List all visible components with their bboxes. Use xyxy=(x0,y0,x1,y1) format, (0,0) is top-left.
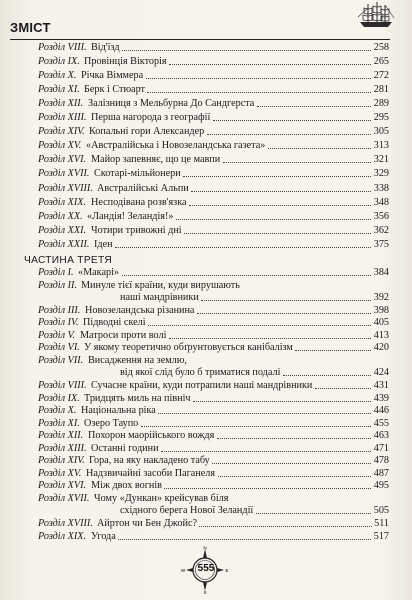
page-ref: 495 xyxy=(373,480,389,492)
page-ref: 405 xyxy=(373,317,389,329)
toc-row xyxy=(38,55,389,69)
chapter-label: Розділ VI. xyxy=(38,342,80,354)
dot-leader xyxy=(223,162,371,163)
chapter-label: Розділ XIII. xyxy=(38,442,87,454)
chapter-label: Розділ XX. xyxy=(38,210,83,222)
compass-e: E xyxy=(225,568,229,573)
chapter-title: східного берега Нової Зеландії xyxy=(120,505,254,517)
chapter-title: Від'їзд xyxy=(91,42,120,53)
compass-s: S xyxy=(203,590,207,594)
dot-leader xyxy=(122,50,371,51)
chapter-label: Розділ XVI. xyxy=(38,154,87,166)
chapter-title: Між двох вогнів xyxy=(91,480,162,492)
chapter-title: Останні години xyxy=(91,442,159,454)
dot-leader xyxy=(146,78,371,79)
chapter-title: Угода xyxy=(91,530,116,542)
dot-leader xyxy=(115,247,371,248)
chapter-label: Розділ XIV. xyxy=(38,455,85,467)
page-ref: 338 xyxy=(373,182,389,194)
chapter-title: Перша нагорода з географії xyxy=(91,112,211,124)
chapter-title: Чому «Дункан» крейсував біля xyxy=(94,492,229,504)
dot-leader xyxy=(169,64,371,65)
chapter-title: наші мандрівники xyxy=(120,292,199,304)
page-ref: 511 xyxy=(374,518,389,529)
page-ref: 446 xyxy=(373,405,389,417)
chapter-label: Розділ XII. xyxy=(38,430,84,442)
chapter-label: Розділ II. xyxy=(38,279,77,291)
toc-row xyxy=(38,210,389,224)
toc-row xyxy=(38,41,389,55)
page-ref: 384 xyxy=(373,267,389,278)
page-ref: 362 xyxy=(373,224,389,236)
chapter-title: У якому теоретично обґрунтовується канібалізм xyxy=(84,342,293,354)
chapter-label: Розділ VIII. xyxy=(38,379,87,391)
dot-leader xyxy=(164,488,371,489)
dot-leader xyxy=(118,539,371,540)
chapter-title: Річка Віммера xyxy=(81,70,144,82)
chapter-label: Розділ IX. xyxy=(38,56,80,68)
page-ref: 487 xyxy=(373,467,389,479)
toc-row xyxy=(38,83,389,97)
toc-row xyxy=(38,69,389,83)
dot-leader xyxy=(201,300,371,301)
chapter-label: Розділ XVII. xyxy=(38,168,90,180)
chapter-title: «Ландія! Зеландія!» xyxy=(87,210,174,222)
dot-leader xyxy=(207,134,371,135)
chapter-label: Розділ XIV. xyxy=(38,126,85,138)
compass-w: W xyxy=(181,568,186,573)
chapter-label: Розділ XII. xyxy=(38,98,84,110)
dot-leader xyxy=(161,451,371,452)
dot-leader xyxy=(191,191,371,192)
chapter-title: Висадження на землю, xyxy=(88,354,187,366)
chapter-label: Розділ XXI. xyxy=(38,224,87,236)
page-ref: 392 xyxy=(373,292,389,304)
toc-row xyxy=(38,139,389,153)
chapter-title: Тридцять миль на північ xyxy=(84,392,191,404)
chapter-label: Розділ IV. xyxy=(38,317,79,329)
dot-leader xyxy=(189,205,371,206)
dot-leader xyxy=(315,388,371,389)
dot-leader xyxy=(218,476,371,477)
page-ref: 439 xyxy=(373,392,389,404)
dot-leader xyxy=(183,176,371,177)
page-ref: 505 xyxy=(373,505,389,517)
page-ref: 329 xyxy=(373,168,389,180)
dot-leader xyxy=(212,463,371,464)
page-ref: 471 xyxy=(373,442,389,454)
chapter-label: Розділ III. xyxy=(38,304,81,316)
dot-leader xyxy=(148,325,371,326)
chapter-label: Розділ XXII. xyxy=(38,238,90,250)
page-ref: 424 xyxy=(373,367,389,379)
chapter-title: Іден xyxy=(94,238,113,250)
chapter-title: Чотири тривожні дні xyxy=(91,224,182,236)
page-ref: 431 xyxy=(373,379,389,391)
page-ref: 517 xyxy=(373,530,389,542)
chapter-title: Залізниця з Мельбурна До Сандгерста xyxy=(88,98,255,110)
compass-n: N xyxy=(203,546,207,551)
chapter-label: Розділ XIII. xyxy=(38,112,87,124)
chapter-label: Розділ XI. xyxy=(38,417,80,429)
chapter-label: Розділ XVIII. xyxy=(38,518,93,529)
chapter-title: Минуле тієї країни, куди вирушають xyxy=(81,279,240,291)
dot-leader xyxy=(169,338,371,339)
dot-leader xyxy=(197,313,371,314)
page-ref: 295 xyxy=(373,112,389,124)
toc-row xyxy=(38,224,389,238)
ship-icon xyxy=(356,0,396,30)
chapter-label: Розділ XV. xyxy=(38,467,82,479)
chapter-label: Розділ XI. xyxy=(38,84,80,96)
page-ref: 313 xyxy=(373,140,389,152)
toc-row xyxy=(38,125,389,139)
page-ref: 356 xyxy=(373,210,389,222)
toc-row xyxy=(38,182,389,196)
page-ref: 375 xyxy=(373,238,389,250)
chapter-title: Національна ріка xyxy=(81,405,156,417)
dot-leader xyxy=(141,426,371,427)
chapter-title: Несподівана розв'язка xyxy=(91,196,187,208)
page-ref: 420 xyxy=(373,342,389,354)
dot-leader xyxy=(295,350,371,351)
page-ref: 258 xyxy=(373,42,389,53)
page-ref: 463 xyxy=(373,430,389,442)
toc-row xyxy=(38,167,389,181)
chapter-title: Озеро Таупо xyxy=(84,417,139,429)
toc-row xyxy=(38,238,389,252)
dot-leader xyxy=(213,120,371,121)
chapter-label: Розділ VII. xyxy=(38,354,84,366)
page-ref: 398 xyxy=(373,304,389,316)
chapter-title: Новозеландська різанина xyxy=(85,304,195,316)
page-ref: 321 xyxy=(373,154,389,166)
chapter-title: Похорон маорійського вождя xyxy=(88,430,215,442)
chapter-label: Розділ VIII. xyxy=(38,42,87,53)
chapter-label: Розділ XVIII. xyxy=(38,182,93,194)
toc-row xyxy=(38,97,389,111)
dot-leader xyxy=(122,275,371,276)
dot-leader xyxy=(217,438,371,439)
chapter-label: Розділ XVI. xyxy=(38,480,87,492)
chapter-label: Розділ X. xyxy=(38,70,77,82)
chapter-title: Австралійські Альпи xyxy=(97,182,189,194)
chapter-label: Розділ V. xyxy=(38,329,76,341)
dot-leader xyxy=(176,219,371,220)
toc-row xyxy=(38,111,389,125)
page-title: ЗМІСТ xyxy=(10,20,51,35)
dot-leader xyxy=(193,401,371,402)
chapter-title: Айртон чи Бен Джойс? xyxy=(97,518,197,529)
chapter-title: «Австралійська і Новозеландська газета» xyxy=(86,140,266,152)
chapter-title: від якої слід було б триматися подалі xyxy=(120,367,281,379)
dot-leader xyxy=(158,413,371,414)
dot-leader xyxy=(256,513,371,514)
chapter-label: Розділ I. xyxy=(38,267,74,278)
chapter-label: Розділ X. xyxy=(38,405,77,417)
chapter-title: Надзвичайні засоби Паганеля xyxy=(86,467,216,479)
page-ref: 289 xyxy=(373,98,389,110)
part-three-heading: ЧАСТИНА ТРЕТЯ xyxy=(24,255,112,266)
page-number: 555 xyxy=(197,563,215,574)
chapter-title: Гора, на яку накладено табу xyxy=(89,455,210,467)
chapter-label: Розділ XV. xyxy=(38,140,82,152)
page-ref: 455 xyxy=(373,417,389,429)
chapter-title: Скотарі-мільйонери xyxy=(94,168,181,180)
dot-leader xyxy=(268,148,371,149)
chapter-label: Розділ XIX. xyxy=(38,196,87,208)
page-header xyxy=(10,19,390,40)
page-ref: 348 xyxy=(373,196,389,208)
dot-leader xyxy=(184,233,371,234)
chapter-title: Берк і Стюарт xyxy=(84,84,145,96)
page-ref: 265 xyxy=(373,56,389,68)
dot-leader xyxy=(199,526,372,527)
chapter-title: Провінція Вікторія xyxy=(84,56,167,68)
page-ref: 305 xyxy=(373,126,389,138)
dot-leader xyxy=(283,375,371,376)
toc-row xyxy=(38,530,389,544)
dot-leader xyxy=(257,106,371,107)
chapter-title: Сучасне країни, куди потрапили наші мандрівники xyxy=(91,379,313,391)
chapter-title: «Макарі» xyxy=(78,267,120,278)
dot-leader xyxy=(147,92,371,93)
page-ref: 413 xyxy=(373,329,389,341)
page-ref: 478 xyxy=(373,455,389,467)
chapter-title: Підводні скелі xyxy=(83,317,146,329)
chapter-title: Копальні гори Александер xyxy=(89,126,205,138)
toc-row xyxy=(38,153,389,167)
chapter-label: Розділ XIX. xyxy=(38,530,87,542)
page-ref: 272 xyxy=(373,70,389,82)
chapter-label: Розділ IX. xyxy=(38,392,80,404)
toc-row xyxy=(38,196,389,210)
page-ref: 281 xyxy=(373,84,389,96)
chapter-title: Матроси проти волі xyxy=(80,329,167,341)
chapter-label: Розділ XVII. xyxy=(38,492,90,504)
chapter-title: Майор запевняє, що це мавпи xyxy=(91,154,221,166)
